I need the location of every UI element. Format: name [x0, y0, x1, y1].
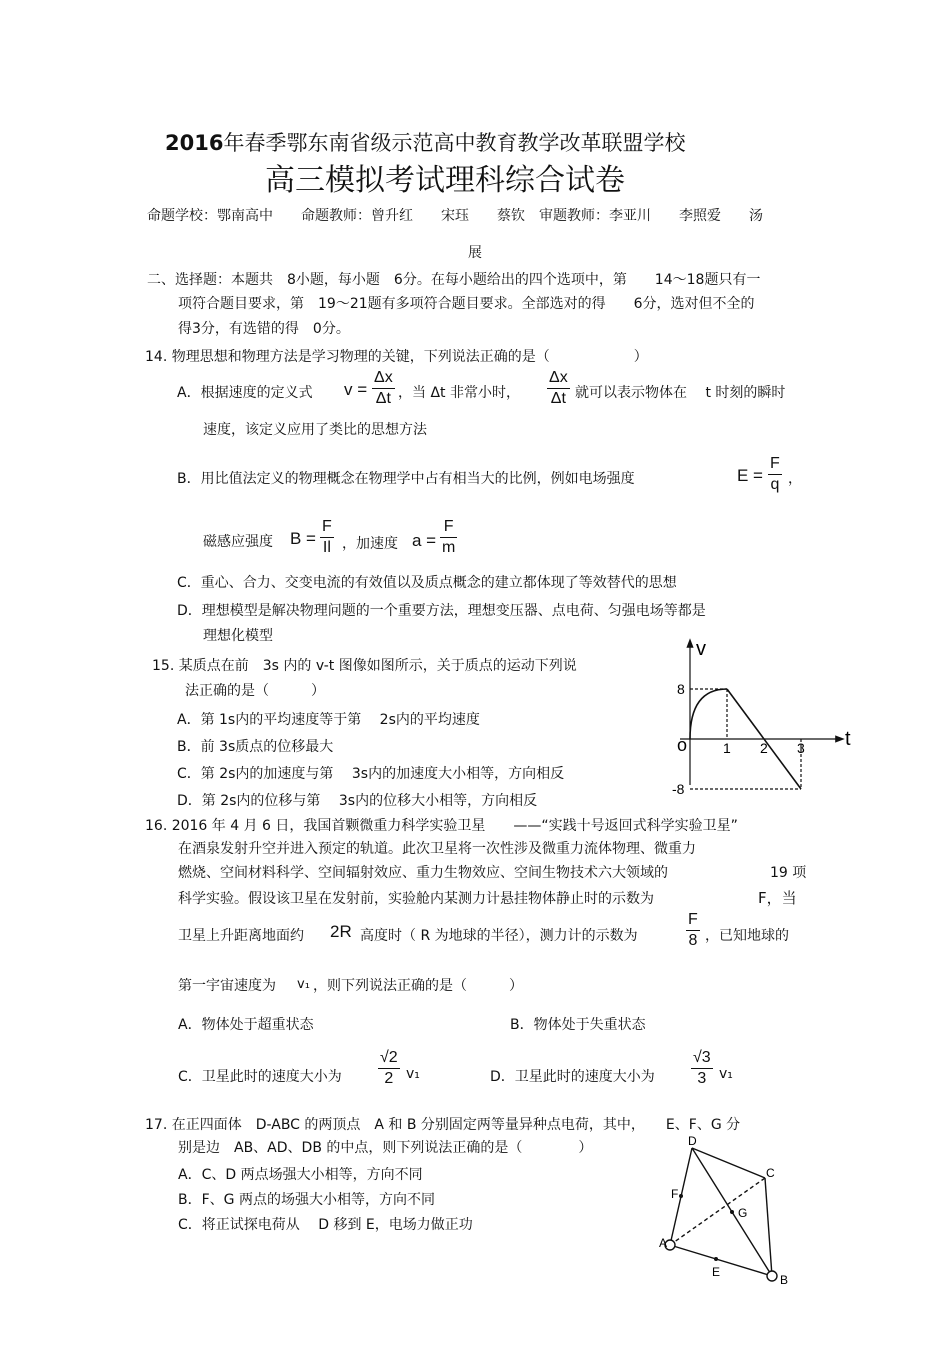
q16-d-den: 3 — [697, 1070, 707, 1087]
q16-line-5-mid: 高度时（ R 为地球的半径），测力计的示数为 — [360, 928, 638, 944]
q16-d-v1: v₁ — [719, 1066, 733, 1082]
q14-b-comma: ， — [788, 471, 802, 487]
q14-b-a-fraction — [440, 517, 457, 558]
section-line-2: 项符合题目要求，第 19～21题有多项符合题目要求。全部选对的得 6分，选对但不全的 — [178, 296, 755, 312]
q15-stem-2: 法正确的是（ ） — [185, 683, 325, 699]
q14-b-E-fraction — [768, 454, 782, 495]
label-E: E — [712, 1265, 721, 1279]
edge-DC — [692, 1148, 765, 1178]
q16-d-fraction — [691, 1048, 713, 1089]
q14-b-B-num: F — [320, 517, 334, 538]
q16-c-den: 2 — [384, 1070, 394, 1087]
charge-B — [767, 1271, 777, 1281]
q16-c-num: √2 — [378, 1048, 400, 1069]
q14-a-v: v = — [344, 380, 368, 399]
q14-option-d: D．理想模型是解决物理问题的一个重要方法，理想变压器、点电荷、匀强电场等都是 — [177, 603, 706, 619]
t-axis-label: t — [845, 728, 851, 750]
q14-b-E-den: q — [770, 476, 780, 493]
point-E — [714, 1257, 718, 1261]
q16-option-d: D．卫星此时的速度大小为 — [490, 1069, 655, 1085]
q14-a-mid: ，当 Δt 非常小时， — [398, 385, 520, 401]
section-line-1: 二、选择题：本题共 8小题，每小题 6分。在每小题给出的四个选项中，第 14～18题只有一 — [147, 272, 761, 288]
q15-stem: 15. 某质点在前 3s 内的 v-t 图像如图所示，关于质点的运动下列说 — [152, 658, 577, 674]
q15-option-b: B．前 3s质点的位移最大 — [177, 739, 334, 755]
q14-b-E-num: F — [768, 454, 782, 475]
q14-b-B: B = — [290, 529, 316, 548]
q16-line-6-suffix: ，则下列说法正确的是（ ） — [313, 978, 523, 994]
q16-line-3-num: 19 项 — [770, 865, 807, 881]
q17-option-b: B．F、G 两点的场强大小相等，方向不同 — [178, 1192, 435, 1208]
q17-option-c: C．将正试探电荷从 D 移到 E，电场力做正功 — [178, 1217, 473, 1233]
q16-fraction — [686, 910, 700, 951]
q16-line-5-prefix: 卫星上升距离地面约 — [178, 928, 304, 944]
v-axis-label: v — [696, 638, 706, 660]
q14-b-B-fraction — [320, 517, 334, 558]
q15-option-d: D．第 2s内的位移与第 3s内的位移大小相等，方向相反 — [177, 793, 538, 809]
q16-option-a: A．物体处于超重状态 — [178, 1017, 314, 1033]
authors-wrap: 展 — [468, 245, 482, 261]
q14-a-line2: 速度，该定义应用了类比的思想方法 — [203, 422, 427, 438]
q16-line-5-suffix: ，已知地球的 — [705, 928, 789, 944]
q14-a-den2: Δt — [550, 390, 566, 407]
q14-stem: 14. 物理思想和物理方法是学习物理的关键，下列说法正确的是（ ） — [145, 349, 648, 365]
q16-d-num: √3 — [691, 1048, 713, 1069]
title-year: 2016 — [165, 131, 224, 155]
point-G — [730, 1210, 734, 1214]
vt-plot-area — [672, 681, 805, 795]
q16-line-3: 燃烧、空间材料科学、空间辐射效应、重力生物效应、空间生物技术六大领域的 — [178, 865, 668, 881]
q16-line-5-2R: 2R — [330, 922, 352, 941]
label-F: F — [671, 1187, 679, 1201]
q17-option-a: A．C、D 两点场强大小相等，方向不同 — [178, 1167, 423, 1183]
q17-line-2: 别是边 AB、AD、DB 的中点，则下列说法正确的是（ ） — [178, 1140, 593, 1156]
q16-line-6-prefix: 第一宇宙速度为 — [178, 978, 276, 994]
q14-b-a: a = — [412, 531, 437, 550]
q16-line-4-F: F，当 — [758, 889, 797, 907]
q14-a-num: Δx — [372, 368, 395, 389]
q16-option-c: C．卫星此时的速度大小为 — [178, 1069, 342, 1085]
y-tick-label--8: -8 — [672, 781, 685, 795]
edge-CB — [765, 1178, 772, 1276]
label-C: C — [766, 1166, 775, 1180]
q14-a-suffix: 就可以表示物体在 t 时刻的瞬时 — [575, 385, 786, 401]
x-tick-label-3: 3 — [797, 740, 805, 756]
exam-title — [165, 127, 685, 157]
q14-b-a-den: m — [442, 539, 456, 556]
q15-option-c: C．第 2s内的加速度与第 3s内的加速度大小相等，方向相反 — [177, 766, 565, 782]
q16-line-2: 在酒泉发射升空并进入预定的轨道。此次卫星将一次性涉及微重力流体物理、微重力 — [178, 841, 696, 857]
q16-option-b: B．物体处于失重状态 — [510, 1017, 646, 1033]
exam-subtitle: 高三模拟考试理科综合试卷 — [265, 163, 625, 198]
q16-frac-num: F — [686, 910, 700, 931]
q14-b-E: E = — [737, 466, 763, 485]
q14-option-d-line2: 理想化模型 — [203, 628, 273, 644]
q14-option-a-prefix: A．根据速度的定义式 — [177, 385, 313, 401]
x-tick-label-2: 2 — [760, 740, 768, 756]
point-F — [679, 1194, 683, 1198]
x-tick-label-1: 1 — [723, 740, 731, 756]
q15-option-a: A．第 1s内的平均速度等于第 2s内的平均速度 — [177, 712, 480, 728]
vt-chart — [660, 635, 870, 795]
q16-line-6-v1: v₁ — [297, 977, 310, 992]
q16-line-4: 科学实验。假设该卫星在发射前，实验舱内某测力计悬挂物体静止时的示数为 — [178, 891, 654, 907]
q14-option-b: B．用比值法定义的物理概念在物理学中占有相当大的比例，例如电场强度 — [177, 471, 635, 487]
q14-option-c: C．重心、合力、交变电流的有效值以及质点概念的建立都体现了等效替代的思想 — [177, 575, 677, 591]
section-line-3: 得3分，有选错的得 0分。 — [178, 321, 350, 337]
q14-b-line2-prefix: 磁感应强度 — [203, 534, 273, 550]
series-curve-0-1s — [690, 689, 727, 739]
label-A: A — [659, 1236, 668, 1250]
q16-c-v1: v₁ — [406, 1066, 420, 1082]
q14-b-B-den: Il — [322, 539, 331, 556]
q14-a-num2: Δx — [547, 368, 570, 389]
label-B: B — [780, 1273, 789, 1287]
q14-a-fraction-2 — [547, 368, 570, 409]
q14-b-acc: ，加速度 — [342, 536, 398, 552]
q14-a-den: Δt — [375, 390, 391, 407]
edge-AB — [670, 1245, 772, 1276]
q16-frac-den: 8 — [688, 932, 698, 949]
tetrahedron-diagram — [650, 1130, 810, 1290]
q17-line-1: 17. 在正四面体 D-ABC 的两顶点 A 和 B 分别固定两等量异种点电荷，其中， E、F、G 分 — [145, 1117, 741, 1133]
origin-label: o — [677, 735, 688, 755]
q16-c-fraction — [378, 1048, 400, 1089]
title-text: 年春季鄂东南省级示范高中教育教学改革联盟学校 — [223, 131, 686, 155]
y-tick-label-8: 8 — [677, 681, 685, 697]
label-D: D — [688, 1134, 697, 1148]
label-G: G — [738, 1206, 748, 1220]
q16-line-1: 16. 2016 年 4 月 6 日，我国首颗微重力科学实验卫星 ——“实践十号返回式科学实验卫星” — [145, 818, 738, 834]
q14-b-a-num: F — [440, 517, 457, 538]
authors-line: 命题学校：鄂南高中 命题教师：曾升红 宋珏 蔡钦 审题教师：李亚川 李照爱 汤 — [147, 208, 763, 224]
q14-a-fraction — [372, 368, 395, 409]
